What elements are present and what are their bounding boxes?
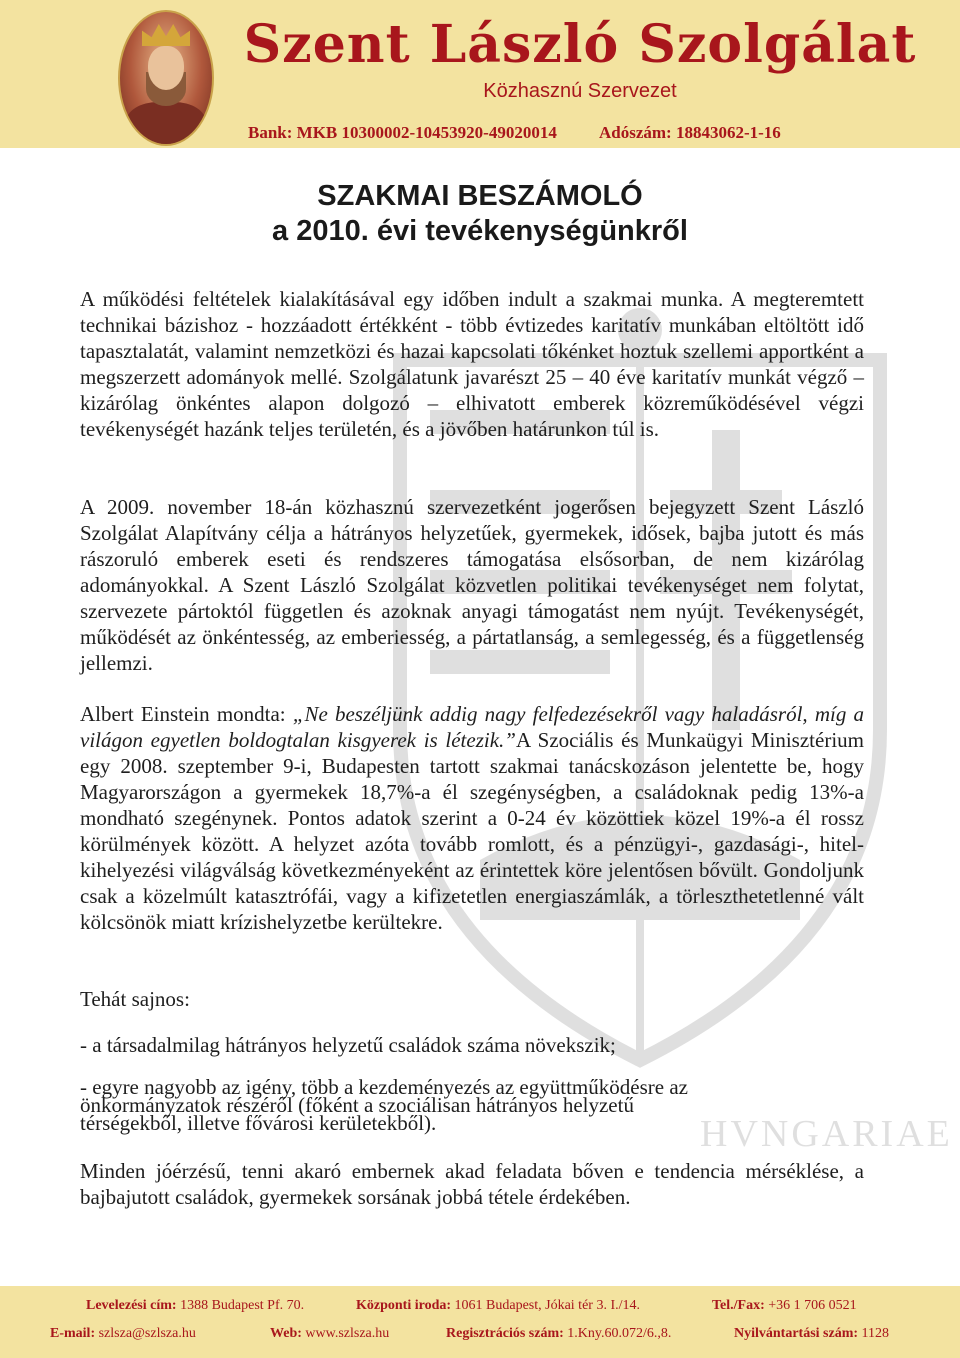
paragraph-foundation: A 2009. november 18-án közhasznú szervezetként jogerősen bejegyzett Szent László Szolgálat Alapítvány célja a hátrányos helyzetűek, gyermekek, idősek, bajba jutott és más rászoruló emberek eseti és rendszeres támogatása elsősorban, de nem kizárólag adományokkal. A Szent László Szolgálat közvetlen politikai tevékenységet nem folytat, szervezete pártoktól független és azoknak anyagi támogatást nem nyújt. Tevékenységét, működését az önkéntesség, az emberiesség, a pártatlanság, a semlegesség, és a függetlenség jellemzi.	[80, 495, 864, 675]
einstein-quote: „Ne beszéljünk addig nagy felfedezésekről vagy haladásról, míg a világon egyetlen boldogtalan kisgyerek is létezik.”	[80, 702, 864, 752]
footer-web[interactable]: Web: www.szlsza.hu	[270, 1326, 390, 1341]
watermark-text: HVNGARIAE	[700, 1113, 953, 1155]
footer-mail-address: Levelezési cím: 1388 Budapest Pf. 70.	[86, 1298, 305, 1313]
organization-name: Szent László Szolgálat	[243, 14, 917, 75]
poverty-statistics: A Szociális és Munkaügyi Minisztérium egy 2008. szeptember 9-i, Budapesten tartott szakmai tanácskozáson jelentette be, hogy Magyarországon a gyermekek 18,7%-a él szegénységben, a családoknak pedig 13%-a mondható szegénynek. Pontos adatok szerint a 0-24 év közöttiek közel 19%-a él rossz körülmények között. A helyzet azóta tovább romlott, és a pénzügyi-, gazdasági-, hitel-kihelyezési világválság következményeként az érintettek köre jelentősen bővült. Gondoljunk csak a közelmúlt katasztrófái, vagy a kifizetetlen energiaszámlák, a törleszthetetlenné vált kölcsönök miatt krízishelyzetbe kerültekre.	[80, 728, 864, 934]
portrait-robe	[126, 102, 206, 146]
crown-icon	[142, 24, 190, 46]
footer-office: Központi iroda: 1061 Budapest, Jókai tér 3. I./14.	[356, 1298, 641, 1313]
report-subtitle: a 2010. évi tevékenységünkről	[272, 215, 688, 247]
footer	[0, 1286, 960, 1358]
paragraph-intro: A működési feltételek kialakításával egy időben indult a szakmai munka. A megteremtett technikai bázishoz - hozzáadott értékként - több évtizedes karitatív munkában eltöltött idő tapasztalatát, valamint nemzetközi és hazai kapcsolati tőkénket hoztuk szellemi apportként a megszerzett adományok mellé. Szolgálatunk javarészt 25 – 40 éve karitatív munkát végző – kizárólag önkéntes alapon dolgozó – elhivatott emberek közreműködésével végzi tevékenységét hazánk teljes területén, és a jövőben határunkon túl is.	[80, 287, 864, 441]
paragraph-closing: Minden jóérzésű, tenni akaró embernek akad feladata bőven e tendencia mérséklése, a bajbajutott családok, gyermekek sorsának jobbá tétele érdekében.	[80, 1159, 864, 1209]
bullet-municipalities: - egyre nagyobb az igény, több a kezdeményezés az együttműködésre az önkormányzatok részéről (főként a szociálisan hátrányos helyzetű térségekből, illetve fővárosi kerületekből).	[80, 1075, 688, 1135]
footer-email[interactable]: E-mail: szlsza@szlsza.hu	[50, 1326, 196, 1341]
organization-type: Közhasznú Szervezet	[483, 80, 677, 102]
paragraph-einstein	[80, 701, 864, 935]
footer-record-number: Nyilvántartási szám: 1128	[734, 1326, 890, 1341]
letterhead	[0, 0, 960, 148]
footer-registration: Regisztrációs szám: 1.Kny.60.072/6.,8.	[446, 1326, 672, 1341]
footer-phone: Tel./Fax: +36 1 706 0521	[712, 1298, 857, 1313]
tax-number: Adószám: 18843062-1-16	[599, 123, 781, 142]
paragraph-therefore: Tehát sajnos:	[80, 987, 190, 1011]
bullet-families: - a társadalmilag hátrányos helyzetű családok száma növekszik;	[80, 1033, 616, 1057]
saint-ladislaus-portrait-logo	[118, 10, 214, 146]
bank-account: Bank: MKB 10300002-10453920-49020014	[248, 123, 557, 142]
portrait-face	[148, 46, 184, 90]
report-title: SZAKMAI BESZÁMOLÓ	[317, 180, 643, 212]
einstein-lead: Albert Einstein mondta:	[80, 702, 293, 726]
